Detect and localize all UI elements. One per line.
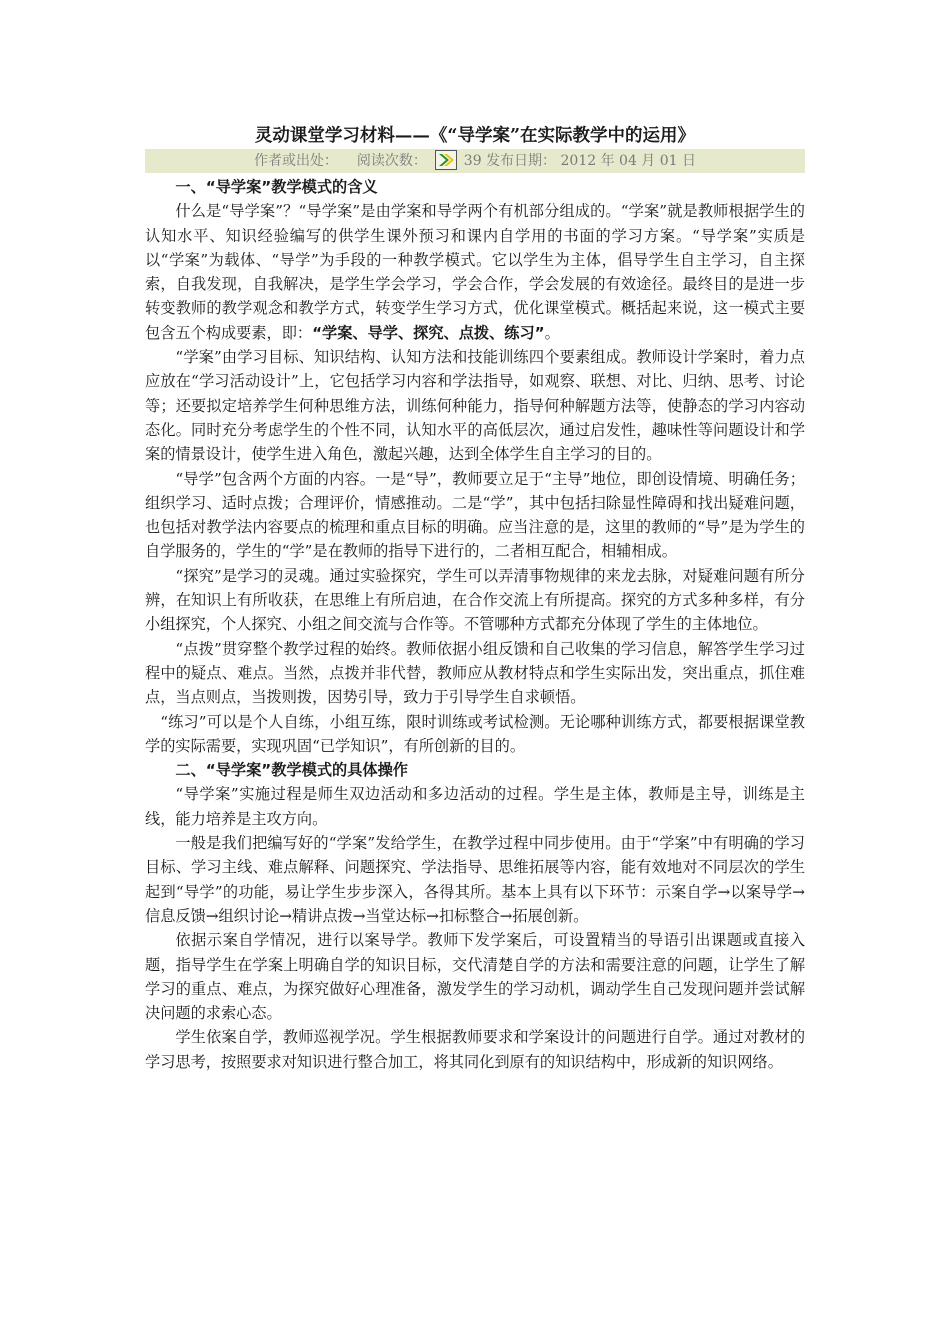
paragraph: “导学案”实施过程是师生双边活动和多边活动的过程。学生是主体，教师是主导，训练是主线，能力培养是主攻方向。	[145, 785, 805, 828]
paragraph: “探究”是学习的灵魂。通过实验探究，学生可以弄清事物规律的来龙去脉，对疑难问题有所分辨，在知识上有所收获，在思维上有所启迪，在合作交流上有所提高。探究的方式多种多样，有分小组探究，个人探究、小组之间交流与合作等。不管哪种方式都充分体现了学生的主体地位。	[145, 566, 805, 634]
reader-icon	[435, 150, 457, 170]
paragraph: 依据示案自学情况，进行以案导学。教师下发学案后，可设置精当的导语引出课题或直接入题，指导学生在学案上明确自学的知识目标，交代清楚自学的方法和需要注意的问题，让学生了解学习的重点、难点，为探究做好心理准备，激发学生的学习动机，调动学生自己发现问题并尝试解决问题的求索心态。	[145, 931, 805, 1023]
section-heading-2: 二、“导学案”教学模式的具体操作	[175, 761, 408, 780]
paragraph: “练习”可以是个人自练，小组互练，限时训练或考试检测。无论哪种训练方式，都要根据课堂教学的实际需要，实现巩固“已学知识”，有所创新的目的。	[145, 712, 805, 755]
paragraph: 一般是我们把编写好的“学案”发给学生，在教学过程中同步使用。由于“学案”中有明确的学习目标、学习主线、难点解释、问题探究、学法指导、思维拓展等内容，能有效地对不同层次的学生起到“导学”的功能，易让学生步步深入，各得其所。基本上具有以下环节：示案自学→以案导学→信息反馈→组织讨论→精讲点拨→当堂达标→扣标整合→拓展创新。	[145, 834, 805, 925]
paragraph: 学生依案自学，教师巡视学况。学生根据教师要求和学案设计的问题进行自学。通过对教材的学习思考，按照要求对知识进行整合加工，将其同化到原有的知识结构中，形成新的知识网络。	[145, 1028, 805, 1071]
article-title: 灵动课堂学习材料——《“导学案”在实际教学中的运用》	[254, 126, 696, 146]
paragraph	[145, 199, 805, 345]
publish-date: 2012 年 04 月 01 日	[560, 153, 697, 169]
paragraph: “学案”由学习目标、知识结构、认知方法和技能训练四个要素组成。教师设计学案时，着力点应放在“学习活动设计”上，它包括学习内容和学法指导，如观察、联想、对比、归纳、思考、讨论等；还要拟定培养学生何种思维方法，训练何种能力，指导何种解题方法等，使静态的学习内容动态化。同时充分考虑学生的个性不同，认知水平的高低层次，通过启发性，趣味性等问题设计和学案的情景设计，使学生进入角色，激起兴趣，达到全体学生自主学习的目的。	[145, 348, 805, 464]
article	[145, 124, 805, 1074]
reads-label: 阅读次数：	[356, 153, 427, 169]
article-meta-bar	[145, 149, 805, 173]
paragraph: “点拨”贯穿整个教学过程的始终。教师依据小组反馈和自己收集的学习信息，解答学生学习过程中的疑点、难点。当然，点拨并非代替，教师应从教材特点和学生实际出发，突出重点，抓住难点，当点则点，当拨则拨，因势引导，致力于引导学生自求顿悟。	[145, 639, 805, 707]
key-elements-highlight: “学案、导学、探究、点拨、练习”	[312, 323, 545, 342]
reads-count: 39	[463, 153, 482, 169]
article-body	[145, 175, 805, 1074]
author-label: 作者或出处：	[253, 153, 338, 169]
paragraph: “导学”包含两个方面的内容。一是“导”，教师要立足于“主导”地位，即创设情境、明确任务；组织学习、适时点拨；合理评价，情感推动。二是“学”，其中包括扫除显性障碍和找出疑难问题，也包括对教学法内容要点的梳理和重点目标的明确。应当注意的是，这里的教师的“导”是为学生的自学服务的，学生的“学”是在教师的指导下进行的，二者相互配合，相辅相成。	[145, 469, 805, 561]
paragraph-text: 什么是“导学案”？“导学案”是由学案和导学两个有机部分组成的。“学案”就是教师根据学生的认知水平、知识经验编写的供学生课外预习和课内自学用的书面的学习方案。“导学案”实质是以“学案”为载体、“导学”为手段的一种教学模式。它以学生为主体，倡导学生自主学习，自主探索，自我发现，自我解决，是学生学会学习，学会合作，学会发展的有效途径。最终目的是进一步转变教师的教学观念和教学方式，转变学生学习方式，优化课堂模式。概括起来说，这一模式主要包含五个构成要素，即：	[145, 202, 805, 342]
paragraph-end: 。	[544, 323, 560, 342]
date-label: 发布日期：	[486, 153, 557, 169]
section-heading-1: 一、“导学案”教学模式的含义	[175, 178, 378, 196]
